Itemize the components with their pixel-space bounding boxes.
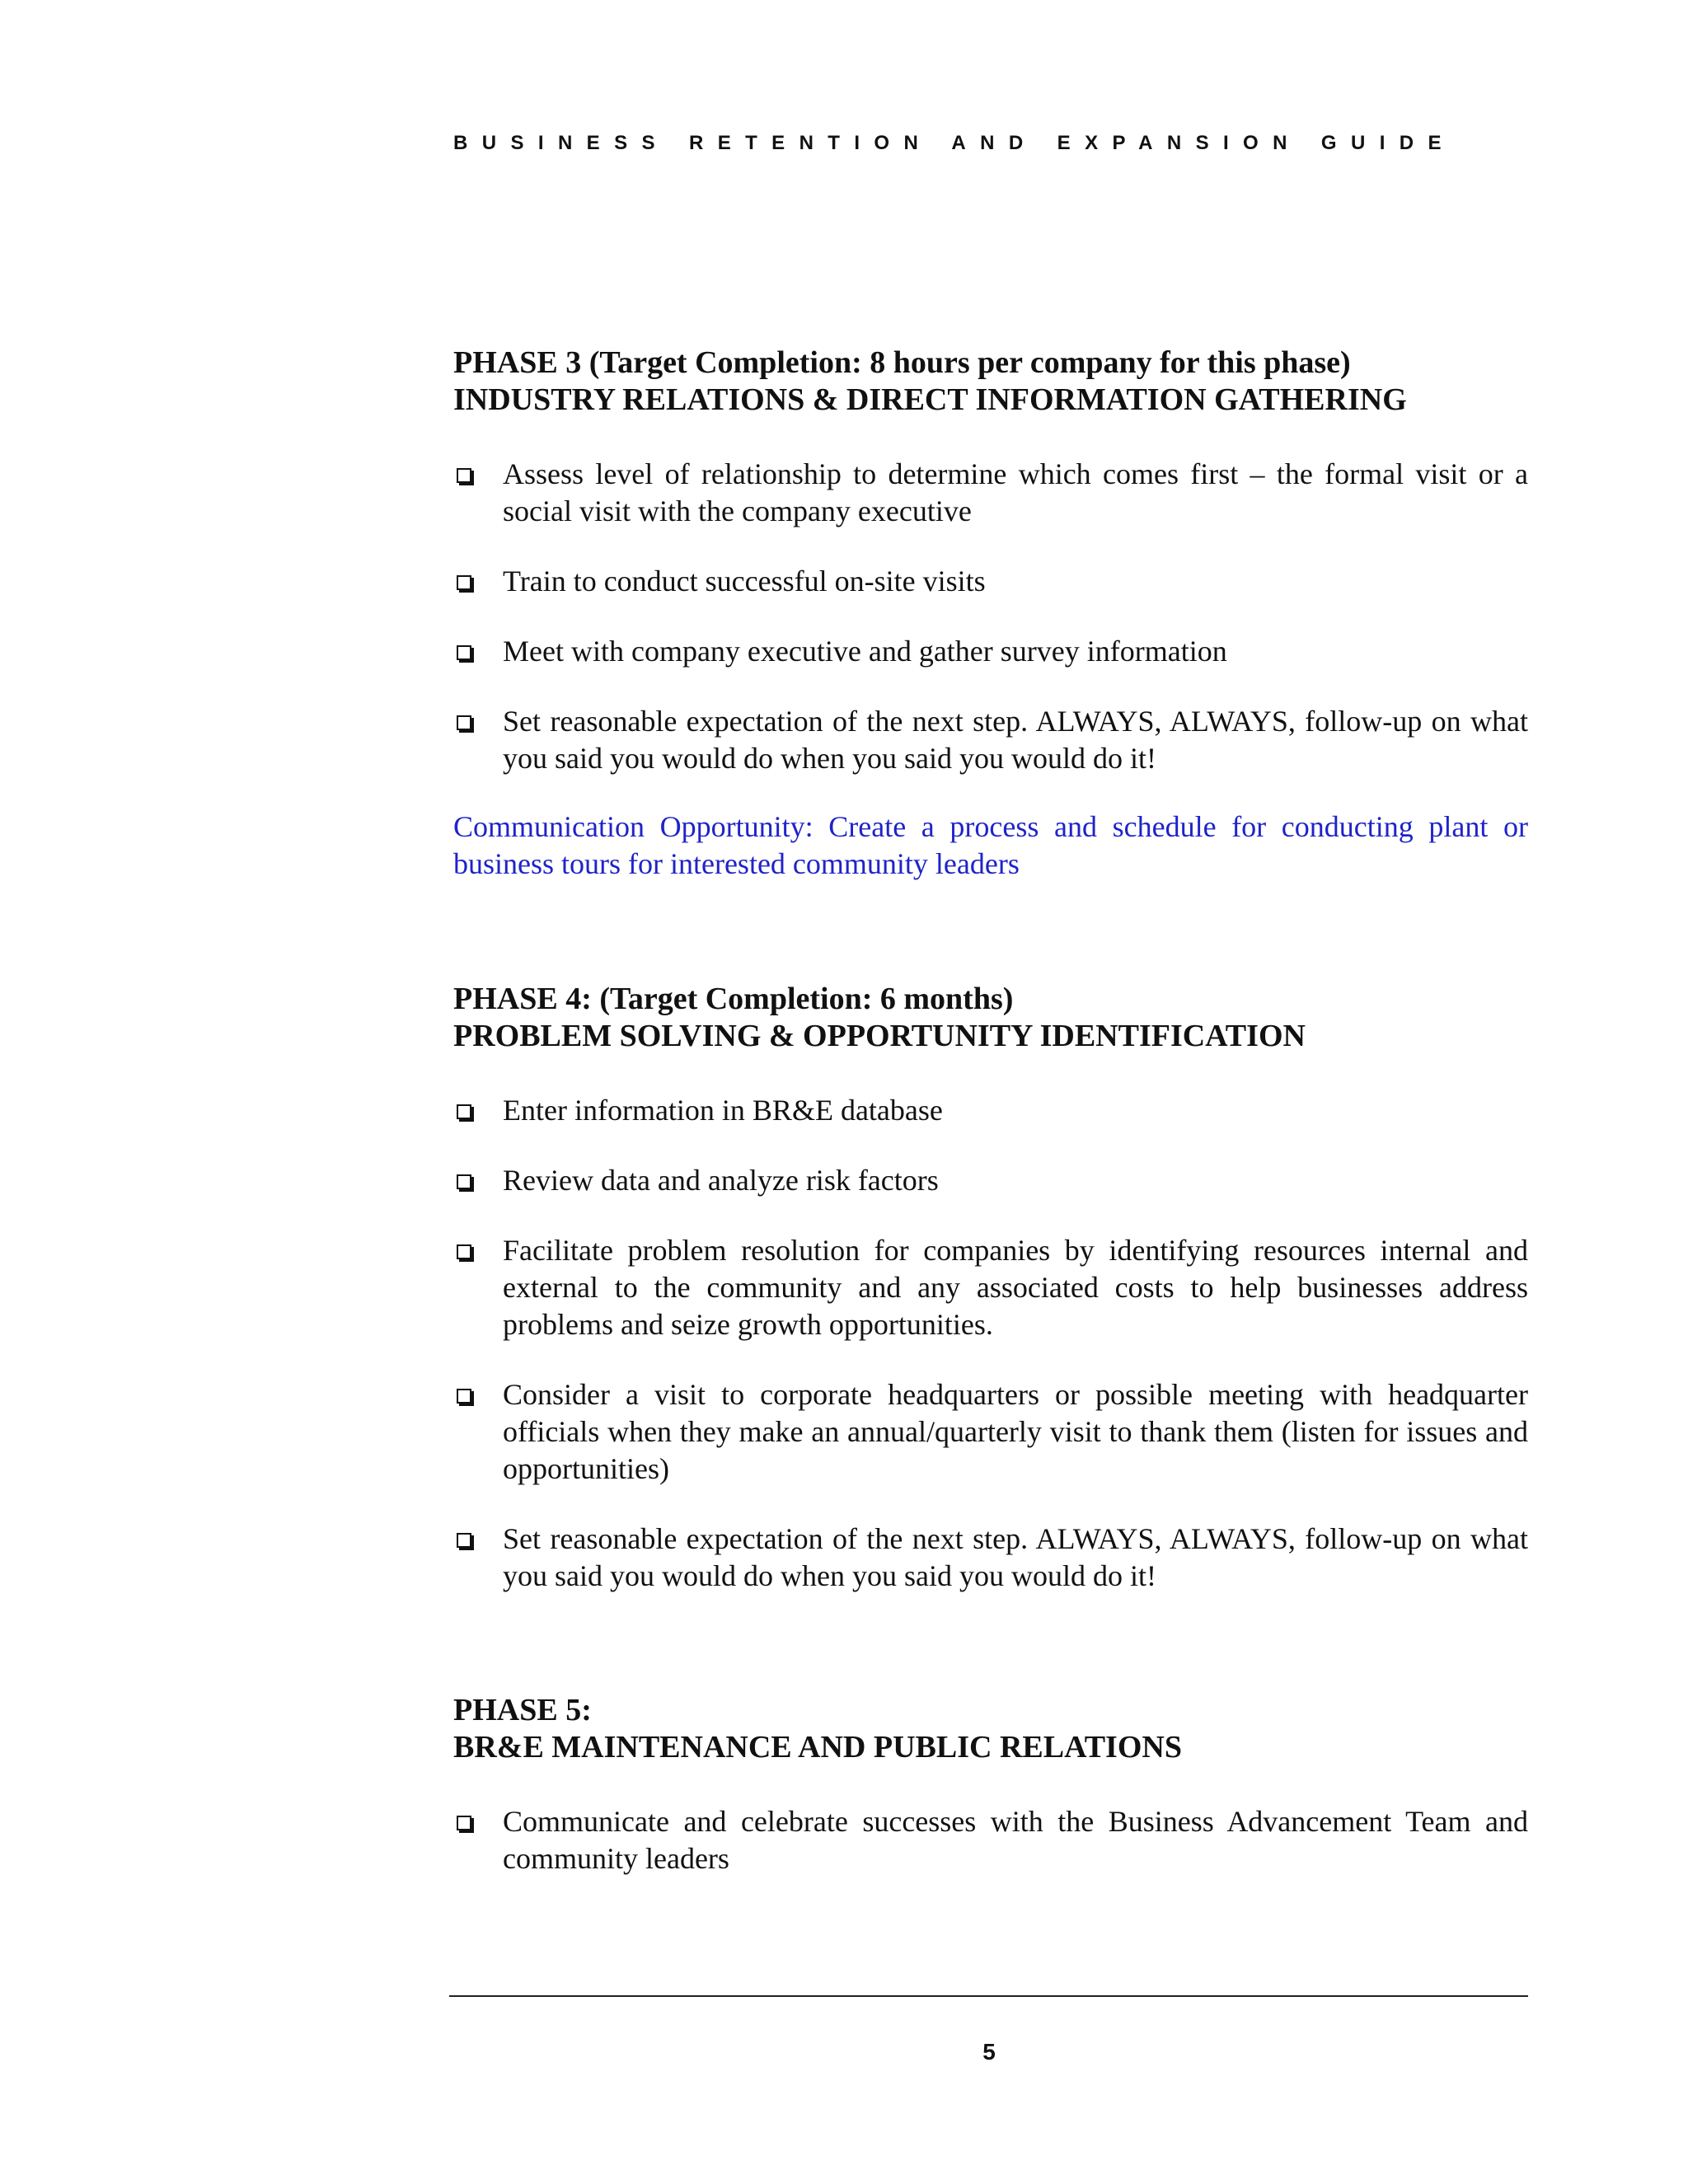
task-text: Consider a visit to corporate headquarters or possible meeting with headquarter officials when they make an annual/quarterly visit to thank them (listen for issues and opportunities) [503, 1378, 1528, 1485]
task-text: Communicate and celebrate successes with the Business Advancement Team and community leaders [503, 1805, 1528, 1875]
phase-3-task-list [453, 456, 1528, 777]
phase-5-subtitle: BR&E MAINTENANCE AND PUBLIC RELATIONS [453, 1730, 1182, 1765]
checkbox-icon [457, 468, 471, 483]
checkbox-icon [457, 1244, 471, 1259]
running-header: BUSINESS RETENTION AND EXPANSION GUIDE [453, 132, 1456, 154]
list-item [453, 456, 1528, 530]
checkbox-icon [457, 1174, 471, 1189]
list-item [453, 1521, 1528, 1595]
list-item [453, 1376, 1528, 1488]
task-text: Train to conduct successful on-site visits [503, 565, 986, 598]
phase-3-title: PHASE 3 (Target Completion: 8 hours per company for this phase) [453, 345, 1351, 380]
phase-5-section [453, 1692, 1528, 1877]
task-text: Review data and analyze risk factors [503, 1164, 939, 1197]
phase-4-heading [453, 981, 1528, 1055]
phase-4-section [453, 981, 1528, 1595]
phase-4-task-list [453, 1092, 1528, 1595]
checkbox-icon [457, 715, 471, 730]
page-number: 5 [982, 2039, 996, 2064]
phase-3-subtitle: INDUSTRY RELATIONS & DIRECT INFORMATION GATHERING [453, 382, 1407, 417]
checkbox-icon [457, 575, 471, 590]
list-item [453, 633, 1528, 670]
list-item [453, 703, 1528, 777]
task-text: Facilitate problem resolution for companies by identifying resources internal and external to the community and any associated costs to help businesses address problems and seize growth opportunities. [503, 1234, 1528, 1341]
task-text: Enter information in BR&E database [503, 1094, 943, 1127]
task-text: Assess level of relationship to determine which comes first – the formal visit or a social visit with the company executive [503, 457, 1528, 527]
task-text: Set reasonable expectation of the next step. ALWAYS, ALWAYS, follow-up on what you said you would do when you said you would do it! [503, 705, 1528, 775]
phase-3-section [453, 344, 1528, 883]
phase-5-heading [453, 1692, 1528, 1766]
checkbox-icon [457, 1816, 471, 1830]
list-item [453, 563, 1528, 600]
phase-3-heading [453, 344, 1528, 419]
checkbox-icon [457, 1533, 471, 1548]
footer-divider [449, 1995, 1528, 1997]
list-item [453, 1092, 1528, 1129]
checkbox-icon [457, 645, 471, 660]
checkbox-icon [457, 1104, 471, 1119]
communication-opportunity-callout: Communication Opportunity: Create a process and schedule for conducting plant or business tours for interested community leaders [453, 810, 1528, 880]
task-text: Meet with company executive and gather survey information [503, 635, 1227, 668]
phase-4-subtitle: PROBLEM SOLVING & OPPORTUNITY IDENTIFICATION [453, 1019, 1306, 1053]
list-item [453, 1803, 1528, 1877]
checkbox-icon [457, 1389, 471, 1404]
phase-4-title: PHASE 4: (Target Completion: 6 months) [453, 982, 1014, 1016]
list-item [453, 1232, 1528, 1343]
list-item [453, 1162, 1528, 1199]
phase-5-task-list [453, 1803, 1528, 1877]
phase-5-title: PHASE 5: [453, 1693, 592, 1727]
task-text: Set reasonable expectation of the next step. ALWAYS, ALWAYS, follow-up on what you said you would do when you said you would do it! [503, 1522, 1528, 1592]
